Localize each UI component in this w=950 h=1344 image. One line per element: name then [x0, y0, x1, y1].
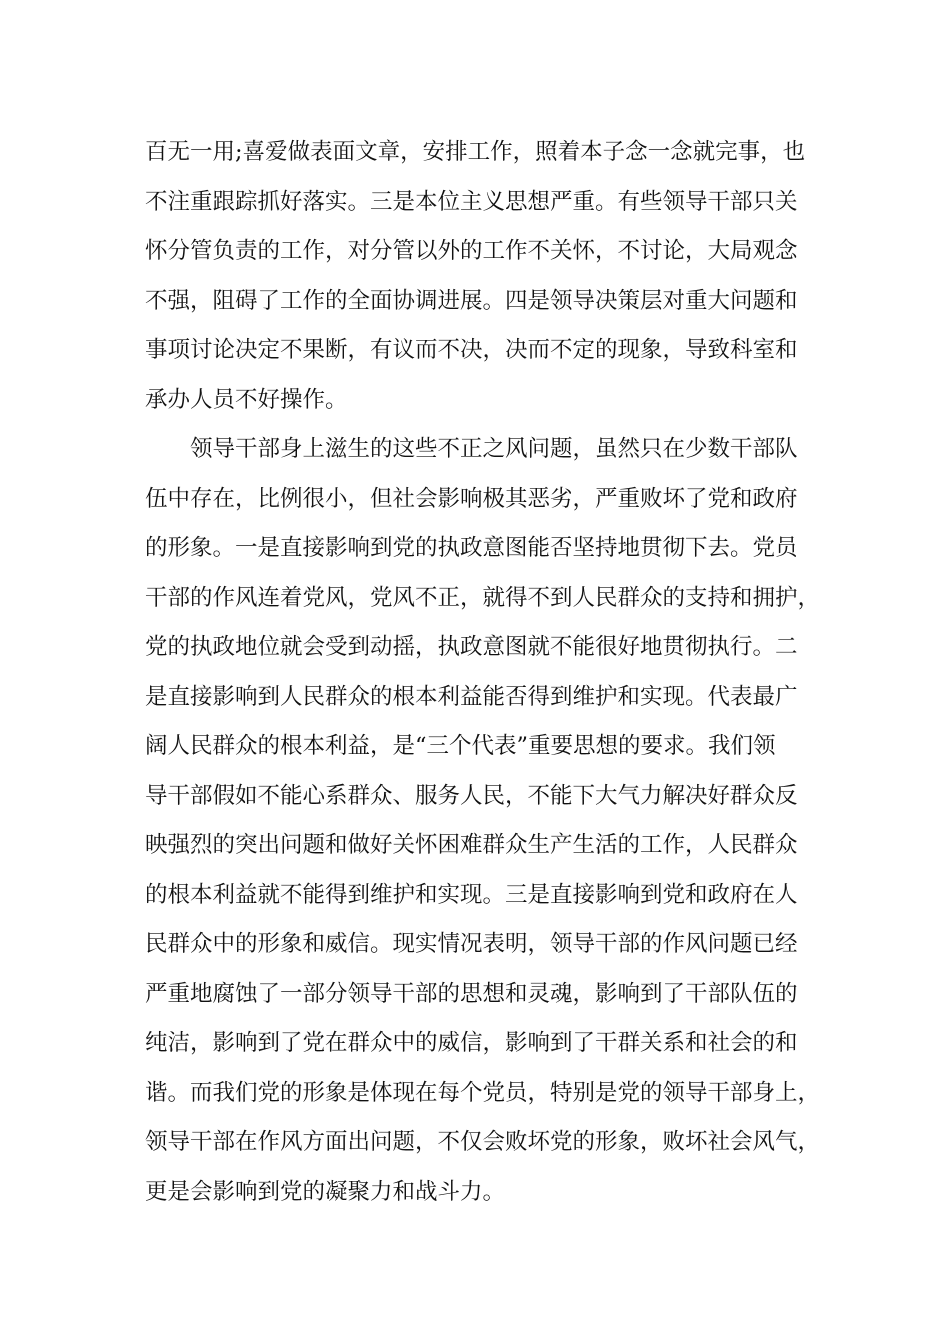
- text-line: 更是会影响到党的凝聚力和战斗力。: [145, 1178, 506, 1205]
- paragraph-2: [145, 425, 821, 1217]
- text-line: 伍中存在，比例很小，但社会影响极其恶劣，严重败坏了党和政府: [145, 485, 798, 512]
- text-line: 不注重跟踪抓好落实。三是本位主义思想严重。有些领导干部只关: [145, 188, 798, 215]
- text-line: 是直接影响到人民群众的根本利益能否得到维护和实现。代表最广: [145, 683, 798, 710]
- text-line: 领导干部在作风方面出问题，不仅会败坏党的形象，败坏社会风气，: [145, 1129, 821, 1155]
- text-line: 的形象。一是直接影响到党的执政意图能否坚持地贯彻下去。党员: [145, 535, 798, 561]
- text-line: 映强烈的突出问题和做好关怀困难群众生产生活的工作，人民群众: [145, 832, 798, 858]
- text-line: 谐。而我们党的形象是体现在每个党员，特别是党的领导干部身上，: [145, 1079, 821, 1106]
- text-line: 的根本利益就不能得到维护和实现。三是直接影响到党和政府在人: [145, 881, 798, 908]
- text-line: 怀分管负责的工作，对分管以外的工作不关怀，不讨论，大局观念: [145, 238, 798, 264]
- text-line: 纯洁，影响到了党在群众中的威信，影响到了干群关系和社会的和: [145, 1030, 798, 1056]
- paragraph-1: [145, 128, 813, 425]
- text-line: 导干部假如不能心系群众、服务人民，不能下大气力解决好群众反: [145, 782, 798, 809]
- text-line: 承办人员不好操作。: [145, 386, 348, 413]
- text-line: 阔人民群众的根本利益，是“三个代表”重要思想的要求。我们领: [145, 733, 776, 759]
- text-line: 事项讨论决定不果断，有议而不决，决而不定的现象，导致科室和: [145, 337, 798, 363]
- text-line: 严重地腐蚀了一部分领导干部的思想和灵魂，影响到了干部队伍的: [145, 980, 798, 1007]
- text-line: 党的执政地位就会受到动摇，执政意图就不能很好地贯彻执行。二: [145, 634, 798, 660]
- text-line: 不强，阻碍了工作的全面协调进展。四是领导决策层对重大问题和: [145, 287, 798, 314]
- text-line: 干部的作风连着党风，党风不正，就得不到人民群众的支持和拥护，: [145, 584, 821, 611]
- text-line: 百无一用;喜爱做表面文章，安排工作，照着本子念一念就完事，也: [145, 139, 806, 165]
- text-line: 民群众中的形象和威信。现实情况表明，领导干部的作风问题已经: [145, 931, 798, 957]
- text-line: 领导干部身上滋生的这些不正之风问题，虽然只在少数干部队: [190, 436, 798, 462]
